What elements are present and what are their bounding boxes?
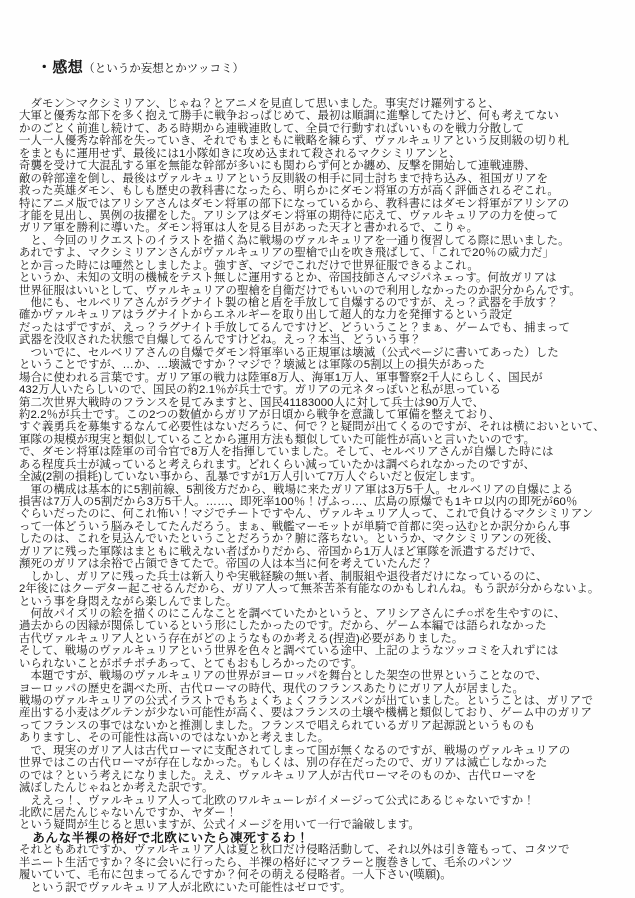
text-line: あんな半裸の格好で北欧にいたら凍死するわ！ xyxy=(19,830,310,845)
text-line: で、現実のガリア人は古代ローマに支配されてしまって国が無くなるのですが、戦場のヴァルキュリアの xyxy=(19,744,571,757)
text-line: 過去からの因縁が関係しているという形にしたかったのです。だから、ゲーム本編では語られなかった xyxy=(19,620,547,633)
text-line: 世界征服はいいとして、ヴァルキュリアの聖槍を自衛だけでもいいので利用しなかったのか訳分からんです。 xyxy=(19,284,581,297)
text-line: ついでに、セルベリアさんの自爆でダモン将軍率いる正規軍は壊滅（公式ページに書いてあった）した xyxy=(19,346,559,359)
body-text xyxy=(19,98,621,894)
text-line: 本題ですが、戦場のヴァルキュリアの世界がヨーロッパを舞台とした架空の世界ということなので、 xyxy=(19,670,548,683)
text-line: というか、未知の文明の機械をテスト無しに運用するとか、帝国技師さんマジパネェっす。何故ガリアは xyxy=(19,272,557,285)
text-line: したのは、これを見込んでいたということだろうか？腑に落ちない。というか、マクシミリアンの死後、 xyxy=(19,533,559,546)
text-line: 才能を見出し、異例の抜擢をした。アリシアはダモン将軍の期待に応えて、ヴァルキュリアの力を使って xyxy=(19,209,559,222)
text-line: そして、戦場のヴァルキュリアという世界を色々と調べている途中、上記のようなツッコミを入れずには xyxy=(19,645,559,658)
text-line: 他にも、セルベリアさんがラグナイト製の槍と盾を手放して自爆するのですが、えっ？武器を手放す？ xyxy=(19,297,559,309)
text-line: とか言った時には唖然としましたよ。強すぎ、マジでこれだけで世界征服できるよこれ。 xyxy=(19,259,479,272)
text-line: という事を身悶えながら楽しんでました。 xyxy=(19,595,238,608)
text-line: をまともに運用せず、最後には1小隊如きに攻め込まれて殺されるマクシミリアンと、 xyxy=(19,147,461,160)
text-line: 何故パイズリの絵を描くのにこんなことを調べていたかというと、アリシアさんにチ○ポを生やすのに、 xyxy=(19,607,566,620)
text-line: 2年後にはクーデター起こせるんだから、ガリア人って無茶苦茶有能なのかもしれんね。もう訳が分からないよ。 xyxy=(19,583,600,596)
heading-title: ・感想 xyxy=(36,59,84,76)
text-line: 特にアニメ版ではアリシアさんはダモン将軍の部下になっているから、教科書にはダモン将軍がアリシアの xyxy=(19,197,570,210)
text-line: 古代ヴァルキュリア人という存在がどのようなものか考える(捏造)必要がありました。 xyxy=(19,632,464,645)
text-line: 確かヴァルキュリアはラグナイトからエネルギーを取り出して超人的な力を発揮するという設定 xyxy=(19,309,513,322)
text-line: 北欧に居たんじゃないんですか、ヤダー！ xyxy=(19,806,238,819)
text-line: 瀕死のガリアは余裕で占領できてたで。帝国の人は本当に何を考えていたんだ？ xyxy=(19,558,433,571)
text-line: 軍の構成は基本的に5割前線、5割後方だから、戦場に来たガリア軍は3万5千人。セルベリアの自爆による xyxy=(19,483,574,496)
text-line: ガリアに残った軍隊はまともに戦えない者ばかりだから、帝国から1万人ほど軍隊を派遣するだけで、 xyxy=(19,545,543,558)
text-line: 全滅(2割の損耗)していない事から、乱暴ですが1万人引いて7万人ぐらいだと仮定します。 xyxy=(19,471,482,484)
text-line: 敵の幹部達を倒し、最後はヴァルキュリアという反則級の相手に同士討ちまで持ち込み、祖国ガリアを xyxy=(19,172,549,185)
text-line: 滅ぼしたんじゃねとか考えた訳です。 xyxy=(19,782,214,795)
text-line: 軍隊の規模が現実と類似していることから運用方法も類似していた可能性が高いと言いたいのです。 xyxy=(19,433,536,446)
text-line: かのごとく前進し続けて、ある時期から連戦連敗して、全員で行動すればいいものを戦力分散して xyxy=(19,122,525,135)
text-line: 戦場のヴァルキュリアの公式イラストでもちょくちょくフランスパンが出ていました。ということは、ガリアで xyxy=(19,695,594,707)
heading-subtitle: （というか妄想とかツッコミ） xyxy=(83,63,244,75)
text-line: という訳でヴァルキュリア人が北欧にいた可能性はゼロです。 xyxy=(19,881,352,894)
text-line: 第二次世界大戦時のフランスを見てみますと、国民41183000人に対して兵士は90万人で、 xyxy=(19,396,485,409)
text-line: 半ニート生活ですか？冬に会いに行ったら、半裸の格好にマフラーと腹巻きして、毛糸のパンツ xyxy=(19,856,513,869)
text-line: 世界ではこの古代ローマが存在しなかった。もしくは、別の存在だったので、ガリアは滅亡しなかった xyxy=(19,757,548,770)
text-line: ってフランスの事ではないかと推測しました。フランスで唱えられているガリア起源説というものも xyxy=(19,719,536,732)
text-line: あれですよ、マクシミリアンさんがヴァルキュリアの聖槍で山を吹き飛ばして、「これで20％の威力だ」 xyxy=(19,247,554,260)
text-line: いられないことがポチポチあって、とてもおもしろかったのです。 xyxy=(19,657,363,670)
text-line: 大軍と優秀な部下を多く抱えて勝手に戦争おっぱじめて、最初は順調に進撃してたけど、何も考えてない xyxy=(19,110,559,123)
text-line: で、ダモン将軍は陸軍の司令官で8万人を指揮していました。そして、セルベリアさんが自爆した時には xyxy=(19,446,554,459)
text-line: 武器を没収された状態で自爆してるんですけどね。えっ？本当、どういう事？ xyxy=(19,334,422,347)
text-line: 履いていて、毛布に包まってるんですか？何その萌える侵略者。一人下さい(嘆願)。 xyxy=(19,869,452,882)
text-line: 約2.2％が兵士です。この2つの数値からガリアが日頃から戦争を意識して軍備を整えており、 xyxy=(19,408,501,421)
text-line: 産出する小麦はグルテンが少ない可能性が高く、要はフランスの土壌や機構と類似しており、ゲーム中のガリア xyxy=(19,707,593,720)
text-line: ということですが、…か、…壊滅ですか？マジで？壊滅とは軍隊の5割以上の損失があった xyxy=(19,359,485,372)
text-line: 救った英雄ダモン、もしも歴史の教科書になったら、明らかにダモン将軍の方が高く評価されるぞこれ。 xyxy=(19,185,559,198)
text-line: だったはずですが、えっ？ラグナイト手放してるんですけど、どういうこと？まぁ、ゲームでも、捕まって xyxy=(19,321,571,334)
text-line: 場合に使われる言葉です。ガリア軍の戦力は陸軍8万人、海軍1万人、軍事警察2千人にらしく、国民が xyxy=(19,371,543,384)
text-line: という疑問が生じると思いますが、公式イメージを用いて一行で論破します。 xyxy=(19,819,420,832)
text-line: 損害は7万人の5割だから3万5千人。……、即死率100％！げふっ…、広島の原爆でも1キロ以内の即死が60％ xyxy=(19,496,578,508)
text-line: 432万人いたらしいので、国民の約2.1％が兵士です。ガリアの元ネタっぽいと私が思っている xyxy=(19,384,501,397)
text-line: 一人一人優秀な幹部を失っていき、それでもまともに戦略を練らず、ヴァルキュリアという反則級の切り札 xyxy=(19,135,570,148)
text-line: 奇襲を受けて大混乱する軍を無能な幹部が多いにも関わらず何とか纏め、反撃を開始して連戦連勝、 xyxy=(19,160,536,173)
text-line: ガリア軍を勝利に導いた。ダモン将軍は人を見る目があった天才と書かれるで、こりゃ。 xyxy=(19,222,479,235)
text-line: ぐらいだったのに、何これ怖い！マジでチートですやん、ヴァルキュリア人って、これで負けるマクシミリアン xyxy=(19,508,594,521)
text-line: すぐ義勇兵を募集するなんて必要性はないだろうに、何で？と疑問が出てくるのですが、それは横においといて、 xyxy=(19,421,605,434)
text-line: って一体どういう脳みそしてたんだろう。まぁ、戦艦マーモットが単騎で首都に突っ込むとか訳分からん事 xyxy=(19,520,571,533)
text-line: と、今回のリクエストのイラストを描く為に戦場のヴァルキュリアを一通り復習してる際に思いました。 xyxy=(19,234,570,247)
text-line: のでは？という考えになりました。ええ、ヴァルキュリア人が古代ローマそのものか、古代ローマを xyxy=(19,769,537,782)
section-heading xyxy=(19,42,621,95)
text-line: しかし、ガリアに残った兵士は新入りや実戦経験の無い者、制服組や退役者だけになっているのに、 xyxy=(19,570,548,583)
text-line: ええっ！、ヴァルキュリア人って北欧のワルキューレがイメージって公式にあるじゃないですか！ xyxy=(19,794,535,807)
text-line: ある程度兵士が減っていると考えられます。どれくらい減っていたかは調べられなかったのですが、 xyxy=(19,458,536,471)
text-line: それともあれですか、ヴァルキュリア人は夏と秋口だけ侵略活動して、それ以外は引き篭もって、コタツで xyxy=(19,844,570,857)
text-line: ありますし、その可能性は高いのではないかと考えました。 xyxy=(19,732,330,745)
text-line: ヨーロッパの歴史を調べた所、古代ローマの時代、現代のフランスあたりにガリア人が居ました。 xyxy=(19,682,525,695)
text-line: ダモン＞マクシミリアン、じゃね？とアニメを見直して思いました。事実だけ羅列すると、 xyxy=(19,98,500,110)
